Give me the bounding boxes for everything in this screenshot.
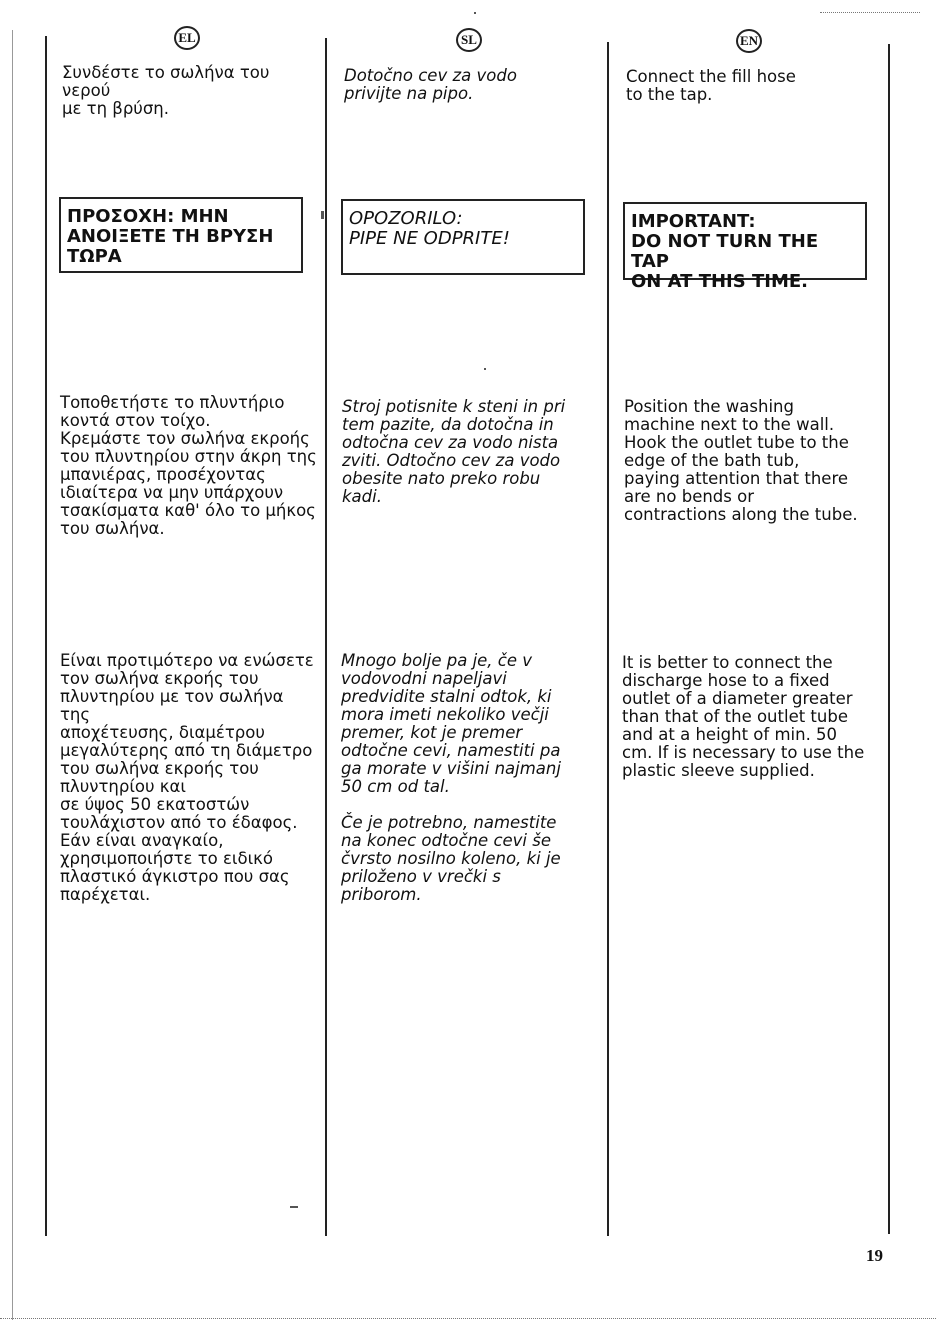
sl-warning-box: OPOZORILO: PIPE NE ODPRITE! (341, 199, 585, 275)
scan-speck (474, 12, 476, 14)
sl-connect-hose-text: Dotočno cev za vodo privijte na pipo. (344, 66, 517, 103)
language-badge-el: EL (174, 26, 200, 50)
en-position-machine-text: Position the washing machine next to the wall. Hook the outlet tube to the edge of the bath tub, paying attention that there are no bends or contractions along the tube. (624, 397, 858, 524)
scan-speck (290, 1206, 298, 1208)
scan-speck (484, 368, 486, 370)
sl-drain-connection-text: Mnogo bolje pa je, če v vodovodni napeljavi predvidite stalni odtok, ki mora imeti nekoliko večji premer, kot je premer odtočne cevi, namestiti pa ga morate v višini najmanj 50 cm od tal. (341, 651, 561, 796)
sl-position-machine-text: Stroj potisnite k steni in pri tem pazite, da dotočna in odtočna cev za vodo nista zviti. Odtočno cev za vodo obesite nato preko robu kadi. (342, 397, 566, 506)
page-number: 19 (866, 1246, 883, 1265)
scan-edge-line (12, 30, 13, 1320)
en-warning-box: IMPORTANT: DO NOT TURN THE TAP ON AT THIS TIME. (623, 202, 867, 280)
el-drain-connection-text: Είναι προτιμότερο να ενώσετε τον σωλήνα εκροής του πλυντηρίου με τον σωλήνα της αποχέτευσης, διαμέτρου μεγαλύτερης από τη διάμετρο του σωλήνα εκροής του πλυντηρίου και σε ύψος 50 εκατοστών τουλάχιστον από το έδαφος. Εάν είναι αναγκαίο, χρησιμοποιήστε το ειδικό πλαστικό άγκιστρο που σας παρέχεται. (60, 651, 314, 904)
el-position-machine-text: Τοποθετήστε το πλυντήριο κοντά στον τοίχο. Κρεμάστε τον σωλήνα εκροής του πλυντηρίου στην άκρη της μπανιέρας, προσέχοντας ιδιαίτερα να μην υπάρχουν τσακίσματα καθ' όλο το μήκος του σωλήνα. (60, 393, 317, 538)
en-connect-hose-text: Connect the fill hose to the tap. (626, 67, 796, 104)
language-badge-sl: SL (456, 28, 482, 52)
scan-bottom-edge (0, 1318, 936, 1319)
en-drain-connection-text: It is better to connect the discharge hose to a fixed outlet of a diameter greater than that of the outlet tube and at a height of min. 50 cm. If is necessary to use the plastic sleeve supplied. (622, 653, 865, 780)
column-divider-1 (325, 38, 327, 1236)
el-warning-box: ΠΡΟΣΟΧΗ: ΜΗΝ ΑΝΟΙΞΕΤΕ ΤΗ ΒΡΥΣΗ ΤΩΡΑ (59, 197, 303, 273)
language-badge-en: EN (736, 29, 762, 53)
left-margin-rule (45, 36, 47, 1236)
el-connect-hose-text: Συνδέστε το σωλήνα του νερού με τη βρύση. (62, 63, 270, 118)
right-margin-rule (888, 44, 890, 1234)
scan-top-edge (820, 12, 920, 13)
column-divider-2 (607, 42, 609, 1236)
sl-sleeve-text: Če je potrebno, namestite na konec odtočne cevi še čvrsto nosilno koleno, ki je priloženo v vrečki s priborom. (341, 813, 561, 904)
scan-speck (321, 211, 324, 219)
